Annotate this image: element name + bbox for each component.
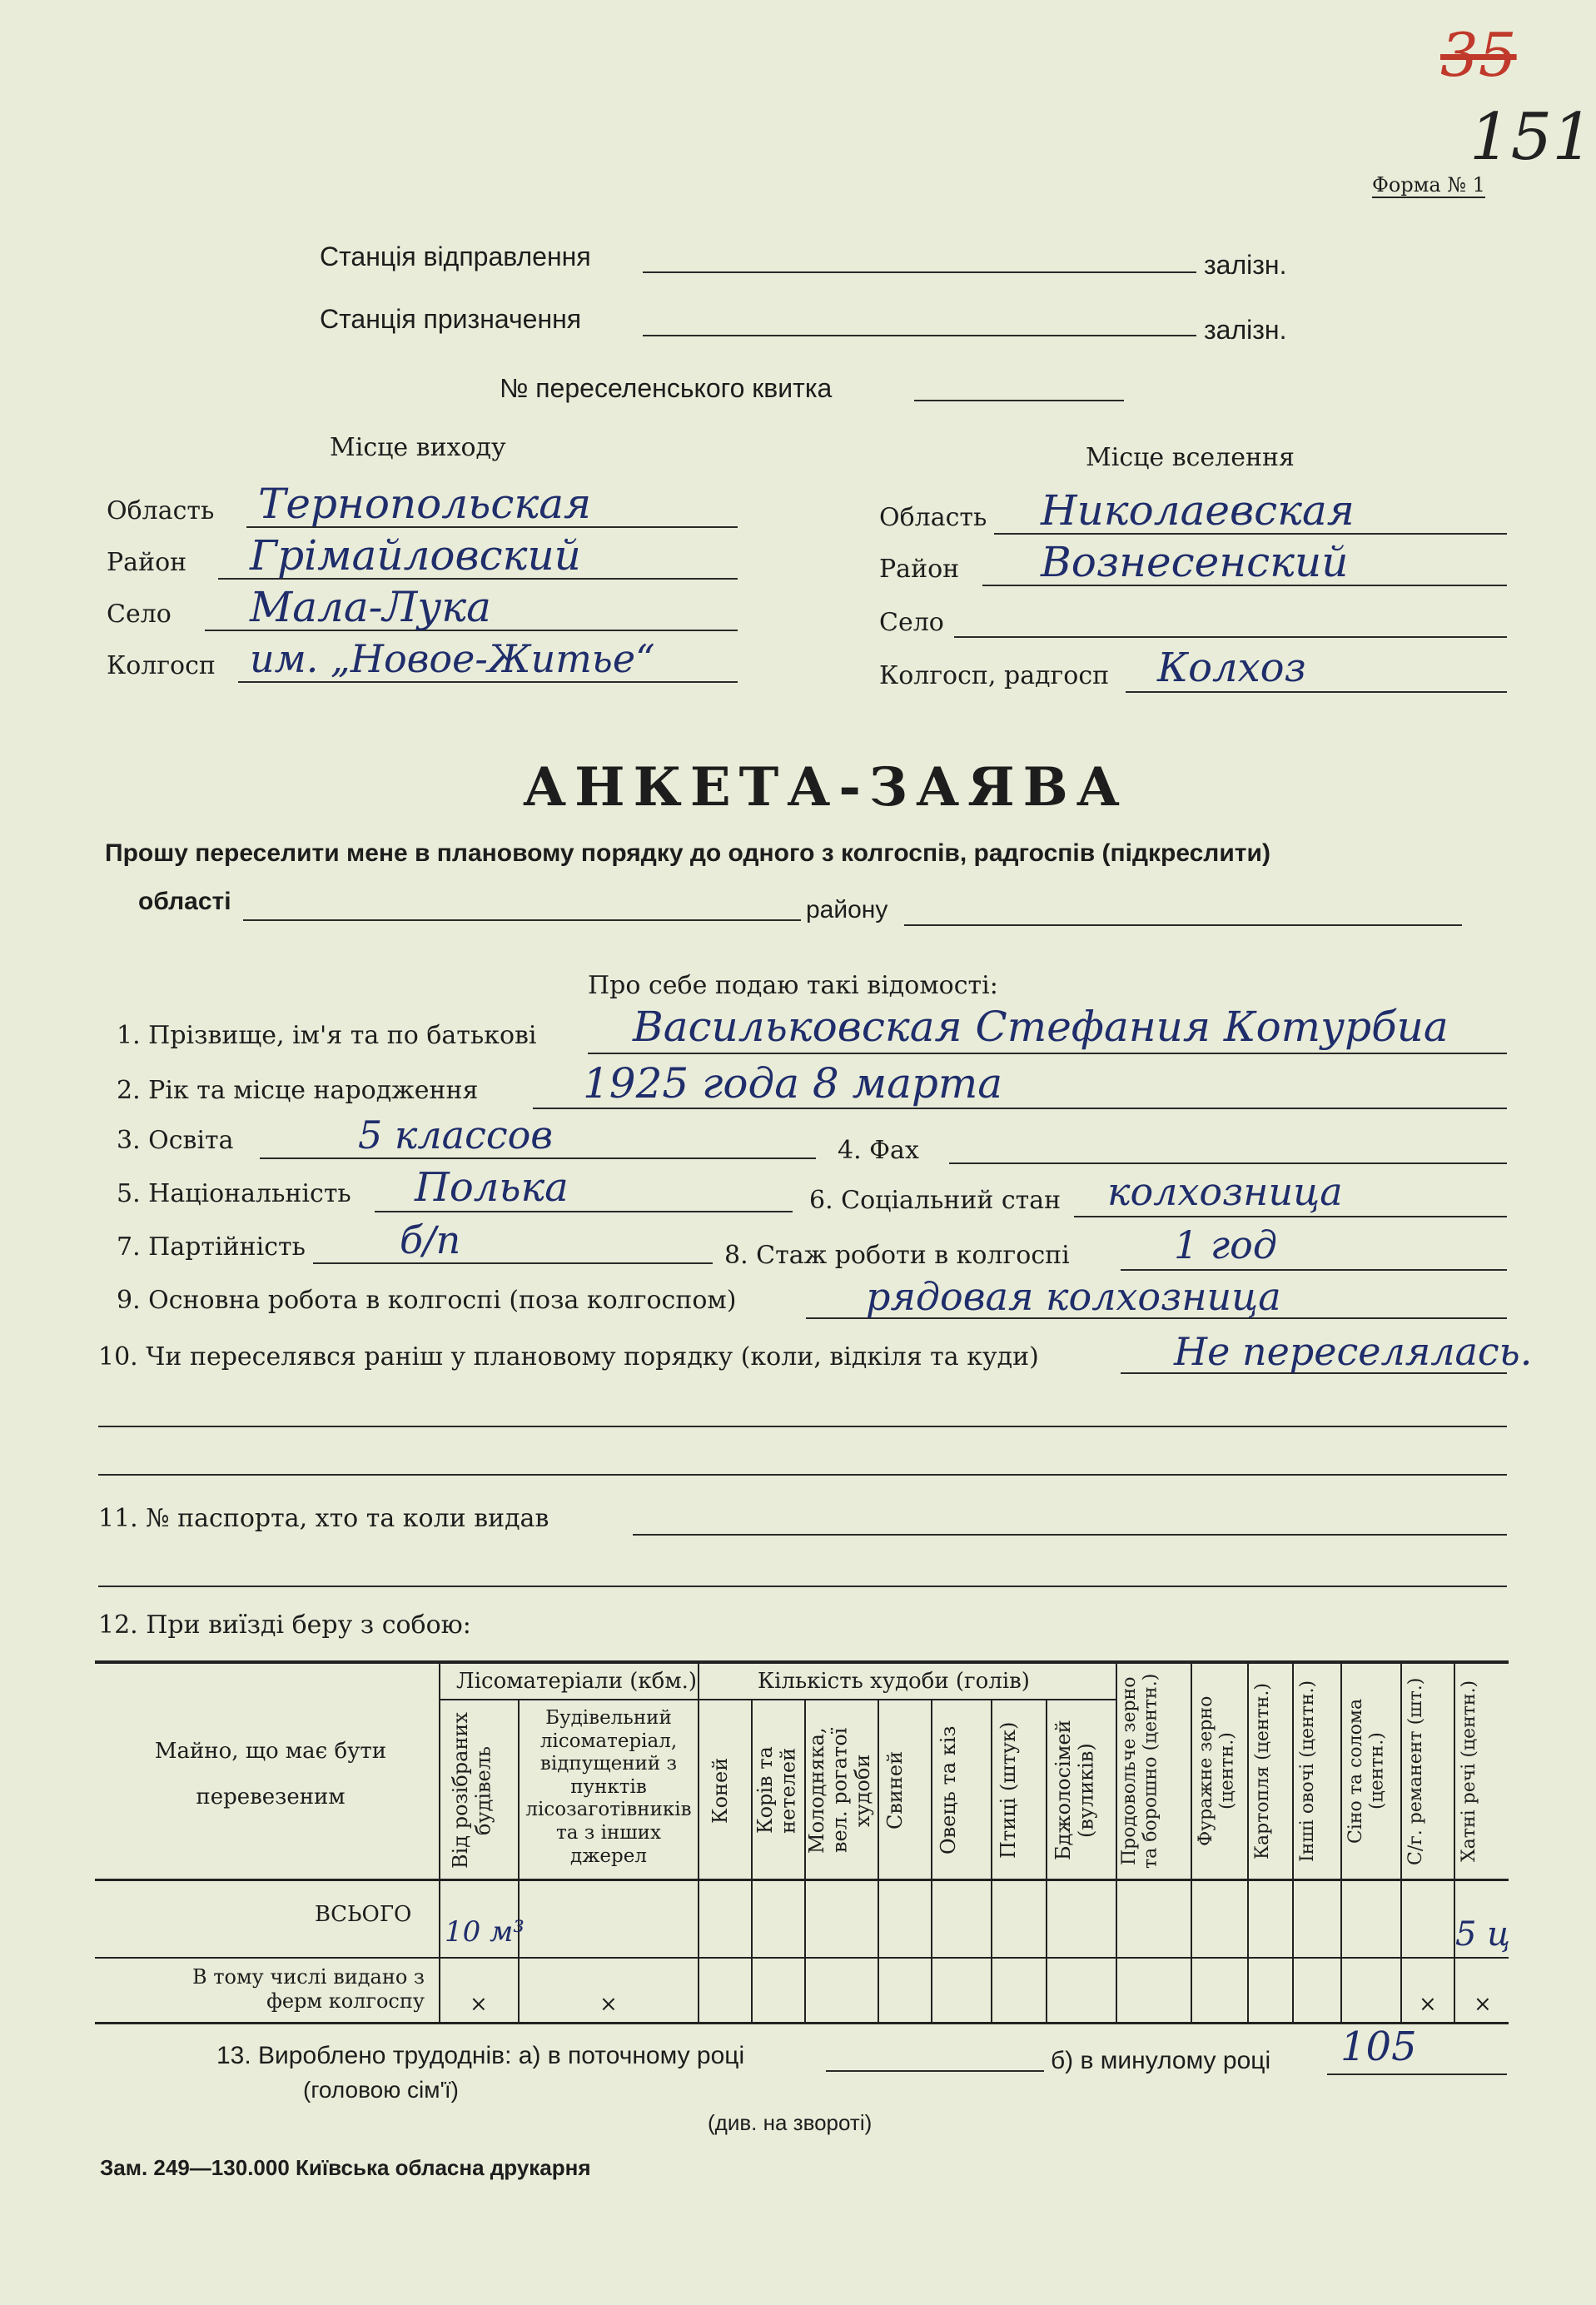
reverse-note: (див. на звороті): [708, 2110, 873, 2135]
total-household-value: 5 ц: [1455, 1915, 1511, 1954]
field-9-label: 9. Основна робота в колгоспі (поза колгоспом): [117, 1286, 737, 1315]
workdays-label: 13. Вироблено трудоднів: а) в поточному році: [216, 2042, 745, 2069]
field-6-value: колхозница: [1107, 1169, 1343, 1214]
archive-mark-new: 151: [1469, 100, 1594, 175]
origin-heading: Місце виходу: [330, 433, 506, 462]
origin-region-label: Область: [107, 496, 215, 525]
table-col-rule: [1247, 1660, 1249, 2024]
table-col-rule: [751, 1699, 753, 2024]
col-header-cows: Корів та нетелей: [753, 1746, 800, 1835]
col-header-horses: Коней: [709, 1757, 732, 1824]
field-8-value: 1 год: [1174, 1222, 1277, 1267]
livestock-group-header: Кількість худоби (голів): [758, 1669, 1030, 1694]
form-number: Форма № 1: [1372, 173, 1485, 197]
field-7-value: б/п: [400, 1217, 461, 1262]
form-title: АНКЕТА-ЗАЯВА: [523, 756, 1128, 819]
col-header-beehives: Бджолосімей (вуликів): [1052, 1720, 1098, 1861]
row-issued-label: В тому числі видано з ферм колгоспу: [191, 1965, 425, 2013]
property-header: Майно, що має бути перевезеним: [154, 1739, 387, 1810]
destination-kolhosp-label: Колгосп, радгосп: [879, 661, 1110, 690]
origin-kolhosp-value: им. „Новое-Житье“: [250, 636, 655, 681]
table-col-rule: [1191, 1660, 1192, 2024]
col-header-dismantled: Від розібраних будівель: [449, 1712, 495, 1869]
field-11-line: [633, 1534, 1507, 1536]
destination-village-label: Село: [879, 608, 944, 637]
workdays-previous-label: б) в минулому році: [1051, 2047, 1271, 2074]
table-col-rule: [1454, 1660, 1455, 2024]
field-4-line: [949, 1162, 1507, 1164]
field-5-line: [375, 1211, 793, 1212]
field-2-value: 1925 года 8 марта: [583, 1059, 1003, 1108]
origin-district-value: Грімайловский: [250, 531, 581, 580]
request-oblast-line: [243, 919, 801, 921]
field-6-line: [1074, 1216, 1507, 1217]
workdays-previous-line: [1327, 2074, 1507, 2075]
table-col-rule: [1400, 1660, 1402, 2024]
issued-household-mark: ×: [1474, 1992, 1492, 2017]
field-12-label: 12. При виїзді беру з собою:: [98, 1611, 471, 1640]
field-2-line: [533, 1108, 1507, 1109]
table-col-rule: [439, 1660, 440, 2024]
col-header-hay: Сіно та солома (центн.): [1345, 1698, 1388, 1844]
issued-dismantled-mark: ×: [470, 1992, 488, 2017]
col-header-young-cattle: Молодняка, вел. рогатої худоби: [805, 1727, 875, 1854]
col-header-equipment: С/г. реманент (шт.): [1405, 1677, 1426, 1865]
field-7-label: 7. Партійність: [117, 1232, 306, 1262]
table-col-rule: [1046, 1699, 1047, 2024]
destination-heading: Місце вселення: [1086, 443, 1295, 472]
col-header-sheep: Овець та кіз: [937, 1725, 960, 1855]
destination-station-line: [643, 335, 1196, 336]
origin-village-label: Село: [107, 600, 172, 629]
table-col-rule: [1340, 1660, 1342, 2024]
departure-station-label: Станція відправлення: [320, 241, 591, 271]
table-group-rule: [440, 1699, 1116, 1700]
lumber-group-header: Лісоматеріали (кбм.): [456, 1669, 697, 1694]
table-bottom-rule: [95, 2022, 1509, 2024]
col-header-pigs: Свиней: [883, 1750, 907, 1830]
archive-mark-old: 35: [1440, 20, 1517, 90]
table-col-rule: [698, 1660, 699, 2024]
field-6-label: 6. Соціальний стан: [809, 1186, 1062, 1215]
field-9-value: рядовая колхозница: [866, 1274, 1281, 1319]
table-top-rule: [95, 1660, 1509, 1664]
printer-imprint: Зам. 249—130.000 Київська обласна друкарня: [100, 2155, 591, 2180]
destination-district-value: Вознесенский: [1041, 538, 1349, 586]
origin-district-label: Район: [107, 548, 187, 577]
origin-region-value: Тернопольская: [258, 480, 592, 528]
destination-village-line: [954, 636, 1507, 638]
ticket-label: № переселенського квитка: [500, 373, 833, 403]
field-10-continuation-line-1: [98, 1426, 1507, 1427]
field-3-label: 3. Освіта: [117, 1126, 234, 1155]
departure-station-line: [643, 271, 1196, 273]
request-text: Прошу переселити мене в плановому порядку до одного з колгоспів, радгоспів (підкреслити): [105, 839, 1270, 867]
destination-region-value: Николаевская: [1041, 486, 1355, 535]
field-1-label: 1. Прізвище, ім'я та по батькові: [117, 1021, 537, 1050]
table-col-rule: [1292, 1660, 1294, 2024]
field-1-value: Васильковская Стефания Котурбиа: [633, 1003, 1449, 1051]
field-3-line: [260, 1157, 816, 1159]
destination-district-label: Район: [879, 555, 960, 584]
col-header-household: Хатні речі (центн.): [1459, 1680, 1479, 1863]
issued-equipment-mark: ×: [1419, 1992, 1437, 2017]
row-total-label: ВСЬОГО: [315, 1902, 412, 1927]
col-header-forage-grain: Фуражне зерно (центн.): [1196, 1695, 1238, 1847]
request-rayon-label: району: [806, 896, 888, 923]
field-5-value: Полька: [415, 1164, 569, 1211]
destination-rail-suffix: залізн.: [1204, 315, 1287, 345]
col-header-potatoes: Картопля (центн.): [1252, 1683, 1273, 1859]
workdays-sublabel: (головою сім'ї): [303, 2077, 459, 2103]
table-col-rule: [518, 1699, 520, 2024]
field-11-label: 11. № паспорта, хто та коли видав: [98, 1504, 549, 1533]
request-rayon-line: [904, 924, 1462, 926]
field-1-line: [588, 1053, 1507, 1054]
origin-village-value: Мала-Лука: [250, 583, 491, 631]
field-4-label: 4. Фах: [838, 1136, 919, 1165]
table-col-rule: [878, 1699, 879, 2024]
destination-station-label: Станція призначення: [320, 304, 582, 334]
table-header-rule: [95, 1879, 1509, 1881]
ticket-line: [914, 400, 1124, 401]
field-10-label: 10. Чи переселявся раніш у плановому порядку (коли, відкіля та куди): [98, 1342, 1039, 1372]
table-row-rule: [95, 1957, 1509, 1959]
field-11-continuation-line: [98, 1586, 1507, 1587]
info-heading: Про себе подаю такі відомості:: [588, 971, 998, 1000]
field-5-label: 5. Національність: [117, 1179, 351, 1208]
table-col-rule: [1116, 1660, 1117, 2024]
destination-region-label: Область: [879, 503, 987, 532]
col-header-poultry: Птиці (штук): [997, 1721, 1020, 1859]
table-col-rule: [991, 1699, 992, 2024]
departure-rail-suffix: залізн.: [1204, 250, 1287, 280]
destination-kolhosp-value: Колхоз: [1157, 645, 1306, 691]
field-10-value: Не переселялась.: [1174, 1329, 1533, 1374]
col-header-food-grain: Продовольче зерно та борошно (центн.): [1119, 1673, 1161, 1869]
col-header-building-lumber: Будівельний лісоматеріал, відпущений з пунктів лісозаготівників та з інших джерел: [525, 1707, 692, 1867]
field-10-continuation-line-2: [98, 1474, 1507, 1476]
field-8-label: 8. Стаж роботи в колгоспі: [724, 1241, 1070, 1270]
field-3-value: 5 классов: [358, 1113, 554, 1157]
issued-building-lumber-mark: ×: [599, 1992, 618, 2017]
origin-kolhosp-label: Колгосп: [107, 651, 216, 680]
total-dismantled-value: 10 м³: [445, 1915, 525, 1949]
origin-kolhosp-line: [238, 681, 738, 683]
table-col-rule: [931, 1699, 932, 2024]
request-oblast-label: області: [138, 888, 231, 915]
workdays-current-line: [826, 2070, 1044, 2072]
destination-kolhosp-line: [1126, 691, 1507, 693]
workdays-previous-value: 105: [1340, 2024, 1417, 2070]
field-8-line: [1121, 1269, 1507, 1271]
field-2-label: 2. Рік та місце народження: [117, 1076, 479, 1105]
field-7-line: [313, 1262, 713, 1264]
col-header-vegetables: Інші овочі (центн.): [1297, 1680, 1318, 1863]
